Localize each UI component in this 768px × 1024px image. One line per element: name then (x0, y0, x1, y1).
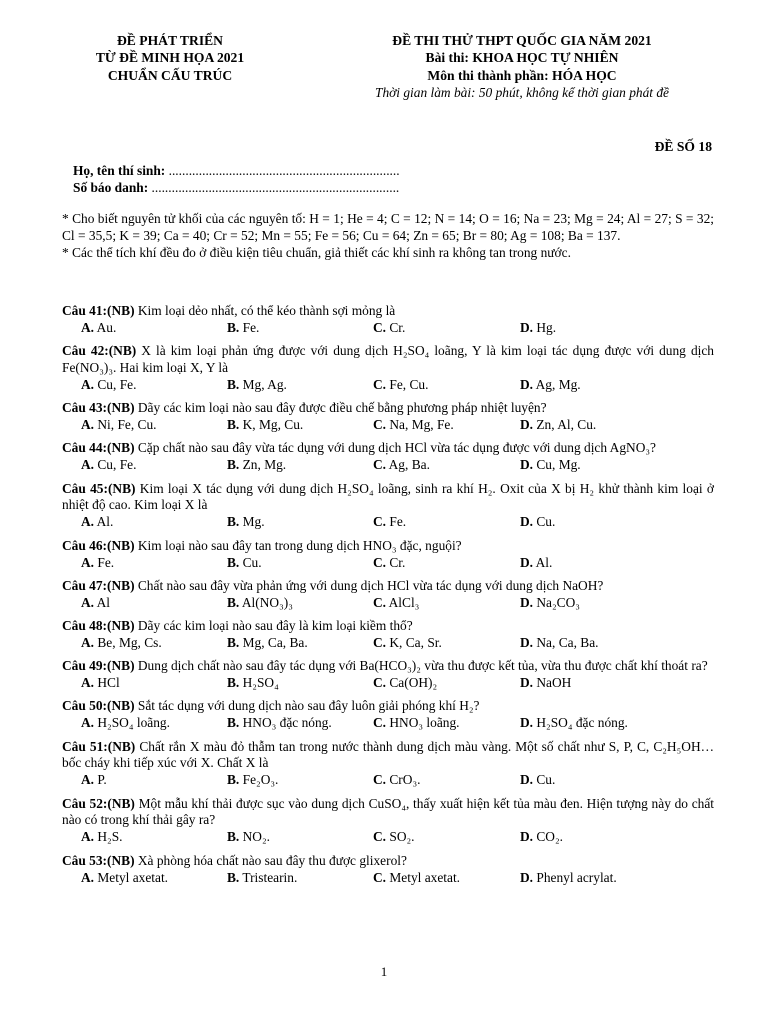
question-text (62, 481, 714, 515)
student-name-dots: ..................................................................... (165, 163, 400, 178)
question-text (62, 739, 714, 773)
option-text: Cu, Fe. (94, 457, 137, 473)
question (62, 853, 714, 887)
answer-option (81, 514, 227, 531)
option-letter: D. (520, 772, 534, 788)
option-letter: D. (520, 675, 534, 691)
question-stem: Kim loại dẻo nhất, có thể kéo thành sợi mỏng là (134, 303, 396, 318)
option-letter: B. (227, 417, 240, 433)
answer-option (227, 635, 373, 652)
question-stem: Cặp chất nào sau đây vừa tác dụng với dung dịch HCl vừa tác dụng được với dung dịch AgNO₃? (134, 440, 656, 456)
option-text: H₂SO₄ đặc nóng. (533, 715, 628, 731)
option-letter: B. (227, 772, 240, 788)
option-text: Cu. (239, 554, 262, 570)
option-letter: B. (227, 715, 240, 731)
question-number: Câu 44:(NB) (62, 440, 135, 456)
answer-option (81, 870, 227, 887)
option-letter: D. (520, 554, 534, 570)
option-letter: D. (520, 376, 534, 392)
header-left-line: CHUẨN CẤU TRÚC (107, 67, 233, 83)
question-stem: Xà phòng hóa chất nào sau đây thu được glixerol? (134, 852, 407, 868)
student-id-row (73, 179, 400, 196)
answer-option (520, 870, 670, 887)
option-text: Ca(OH)₂ (386, 675, 438, 691)
header-left-line: TỪ ĐỀ MINH HỌA 2021 (95, 50, 245, 66)
option-letter: B. (227, 634, 240, 650)
answer-option (373, 595, 520, 612)
answer-option (227, 377, 373, 394)
question (62, 303, 714, 337)
answer-options (62, 555, 714, 572)
student-info (73, 162, 400, 196)
option-letter: B. (227, 675, 240, 691)
answer-option (227, 555, 373, 572)
option-letter: A. (81, 772, 95, 788)
option-letter: A. (81, 829, 95, 845)
option-letter: A. (81, 634, 95, 650)
answer-options (62, 772, 714, 789)
option-text: Tristearin. (239, 869, 298, 885)
answer-option (227, 417, 373, 434)
option-letter: D. (520, 634, 534, 650)
option-text: CO₂. (533, 829, 563, 845)
option-text: K, Ca, Sr. (386, 634, 442, 650)
answer-option (373, 870, 520, 887)
question-text (62, 618, 714, 635)
exam-component: Môn thi thành phần: HÓA HỌC (427, 67, 617, 83)
option-text: HCl (94, 675, 120, 691)
answer-option (227, 595, 373, 612)
option-letter: A. (81, 715, 95, 731)
option-text: SO₂. (386, 829, 415, 845)
option-text: Cr. (386, 554, 406, 570)
option-text: Hg. (533, 319, 557, 335)
answer-option (373, 675, 520, 692)
option-letter: A. (81, 457, 95, 473)
option-letter: A. (81, 514, 95, 530)
question-number: Câu 48:(NB) (62, 617, 135, 633)
answer-option (227, 514, 373, 531)
option-letter: C. (373, 715, 387, 731)
question-stem: Dãy các kim loại nào sau đây được điều chế bằng phương pháp nhiệt luyện? (134, 400, 547, 416)
option-text: Ag, Mg. (533, 376, 581, 392)
question-number: Câu 43:(NB) (62, 400, 135, 416)
answer-option (373, 417, 520, 434)
exam-subject: Bài thi: KHOA HỌC TỰ NHIÊN (425, 50, 619, 66)
answer-option (520, 320, 670, 337)
answer-option (81, 772, 227, 789)
option-letter: C. (373, 554, 387, 570)
answer-option (373, 635, 520, 652)
option-text: Metyl axetat. (94, 869, 169, 885)
option-text: NO₂. (239, 829, 270, 845)
exam-notes (62, 211, 714, 262)
question-text (62, 538, 714, 555)
option-letter: C. (373, 417, 387, 433)
note-gas-conditions: * Các thể tích khí đều đo ở điều kiện tiêu chuẩn, giả thiết các khí sinh ra không tan trong nước. (62, 244, 571, 260)
question (62, 739, 714, 790)
answer-option (227, 870, 373, 887)
answer-option (373, 377, 520, 394)
answer-option (520, 514, 670, 531)
question-stem: Chất nào sau đây vừa phản ứng với dung dịch HCl vừa tác dụng với dung dịch NaOH? (134, 577, 604, 593)
answer-option (81, 595, 227, 612)
answer-options (62, 870, 714, 887)
option-text: Na, Ca, Ba. (533, 634, 599, 650)
question-text (62, 853, 714, 870)
answer-option (520, 675, 670, 692)
option-text: Zn, Mg. (239, 457, 287, 473)
option-text: Al (94, 594, 111, 610)
option-text: K, Mg, Cu. (239, 417, 304, 433)
option-letter: C. (373, 457, 387, 473)
exam-time: Thời gian làm bài: 50 phút, không kể thời gian phát đề (375, 85, 669, 101)
question-text (62, 658, 714, 675)
question (62, 538, 714, 572)
question-text (62, 303, 714, 320)
option-letter: C. (373, 594, 387, 610)
question-list (62, 303, 714, 893)
question (62, 698, 714, 732)
question (62, 400, 714, 434)
question (62, 481, 714, 532)
answer-option (81, 715, 227, 732)
option-letter: D. (520, 319, 534, 335)
question (62, 618, 714, 652)
option-letter: C. (373, 675, 387, 691)
question-number: Câu 46:(NB) (62, 537, 135, 553)
option-text: Be, Mg, Cs. (94, 634, 162, 650)
question-number: Câu 49:(NB) (62, 658, 135, 674)
answer-option (227, 457, 373, 474)
question-number: Câu 51:(NB) (62, 738, 136, 754)
answer-option (373, 772, 520, 789)
question-number: Câu 47:(NB) (62, 577, 135, 593)
answer-options (62, 829, 714, 846)
question-text (62, 578, 714, 595)
answer-option (520, 377, 670, 394)
question-text (62, 698, 714, 715)
answer-options (62, 377, 714, 394)
answer-option (373, 320, 520, 337)
question-text (62, 343, 714, 377)
answer-option (227, 320, 373, 337)
answer-option (81, 457, 227, 474)
option-text: H₂S. (94, 829, 123, 845)
student-name-row (73, 162, 400, 179)
answer-options (62, 457, 714, 474)
option-text: H₂SO₄ (239, 675, 279, 691)
answer-option (227, 772, 373, 789)
answer-option (81, 417, 227, 434)
option-text: Al. (533, 554, 553, 570)
option-letter: B. (227, 457, 240, 473)
answer-option (373, 715, 520, 732)
answer-option (81, 829, 227, 846)
answer-options (62, 715, 714, 732)
option-letter: B. (227, 594, 240, 610)
option-letter: C. (373, 514, 387, 530)
option-letter: A. (81, 417, 95, 433)
answer-option (520, 457, 670, 474)
option-letter: A. (81, 319, 95, 335)
answer-options (62, 595, 714, 612)
header-right (322, 32, 722, 101)
answer-option (373, 514, 520, 531)
option-text: Mg, Ca, Ba. (239, 634, 308, 650)
option-text: Phenyl acrylat. (533, 869, 617, 885)
option-letter: C. (373, 772, 387, 788)
option-letter: D. (520, 829, 534, 845)
option-letter: D. (520, 594, 534, 610)
question (62, 658, 714, 692)
question-number: Câu 53:(NB) (62, 852, 135, 868)
question-number: Câu 45:(NB) (62, 480, 136, 496)
answer-option (81, 675, 227, 692)
option-letter: C. (373, 869, 387, 885)
exam-title: ĐỀ THI THỬ THPT QUỐC GIA NĂM 2021 (392, 33, 652, 48)
answer-option (227, 829, 373, 846)
answer-option (81, 635, 227, 652)
answer-option (520, 772, 670, 789)
header-left (60, 32, 280, 84)
option-text: Cr. (386, 319, 406, 335)
header-left-line: ĐỀ PHÁT TRIỂN (116, 33, 223, 48)
option-text: Metyl axetat. (386, 869, 461, 885)
option-letter: B. (227, 514, 240, 530)
exam-number: ĐỀ SỐ 18 (654, 139, 712, 154)
option-text: Cu. (533, 772, 556, 788)
question-number: Câu 50:(NB) (62, 698, 135, 714)
question-text (62, 400, 714, 417)
student-id-label: Số báo danh: (73, 180, 149, 196)
option-text: Na₂CO₃ (533, 594, 580, 610)
option-text: Na, Mg, Fe. (386, 417, 454, 433)
option-letter: B. (227, 829, 240, 845)
question-stem: Chất rắn X màu đỏ thẫm tan trong nước thành dung dịch màu vàng. Một số chất như S, P, C, C₂H₅OH… bốc cháy khi tiếp xúc với X. Chất X là (62, 738, 715, 771)
option-text: NaOH (533, 675, 572, 691)
option-text: Zn, Al, Cu. (533, 417, 597, 433)
answer-option (520, 555, 670, 572)
answer-options (62, 635, 714, 652)
question-stem: Kim loại X tác dụng với dung dịch H₂SO₄ loãng, sinh ra khí H₂. Oxit của X bị H₂ khử thành kim loại ở nhiệt độ cao. Kim loại X là (62, 480, 715, 513)
option-letter: D. (520, 715, 534, 731)
option-letter: C. (373, 829, 387, 845)
option-text: Fe. (386, 514, 407, 530)
option-letter: D. (520, 869, 534, 885)
option-letter: A. (81, 376, 95, 392)
answer-option (227, 715, 373, 732)
answer-option (81, 555, 227, 572)
question-stem: Một mẫu khí thải được sục vào dung dịch CuSO₄, thấy xuất hiện kết tủa màu đen. Hiện tượng này do chất nào có trong khí thải gây ra? (62, 795, 714, 828)
option-text: Au. (94, 319, 117, 335)
option-letter: D. (520, 417, 534, 433)
option-letter: B. (227, 376, 240, 392)
question-stem: X là kim loại phản ứng được với dung dịch H₂SO₄ loãng, Y là kim loại tác dụng được với dung dịch Fe(NO₃)₃. Hai kim loại X, Y là (62, 343, 714, 376)
question (62, 343, 714, 394)
question-number: Câu 52:(NB) (62, 795, 135, 811)
option-letter: A. (81, 869, 95, 885)
answer-options (62, 675, 714, 692)
option-text: Al. (94, 514, 114, 530)
answer-option (227, 675, 373, 692)
option-text: Fe, Cu. (386, 376, 429, 392)
question-stem: Sắt tác dụng với dung dịch nào sau đây luôn giải phóng khí H₂? (134, 698, 480, 714)
answer-option (373, 829, 520, 846)
question (62, 578, 714, 612)
option-text: Cu, Mg. (533, 457, 581, 473)
student-id-dots: .......................................................................... (148, 180, 400, 196)
question-stem: Dung dịch chất nào sau đây tác dụng với Ba(HCO₃)₂ vừa thu được kết tủa, vừa thu được chất khí thoát ra? (134, 658, 708, 674)
option-letter: B. (227, 319, 240, 335)
option-letter: D. (520, 514, 534, 530)
option-letter: A. (81, 554, 95, 570)
answer-option (520, 595, 670, 612)
option-text: Mg. (239, 514, 265, 530)
option-letter: C. (373, 319, 387, 335)
option-text: Cu, Fe. (94, 376, 137, 392)
student-name-label: Họ, tên thí sinh: (73, 163, 166, 178)
option-text: P. (94, 772, 107, 788)
option-text: Mg, Ag. (239, 376, 287, 392)
answer-option (520, 417, 670, 434)
option-letter: D. (520, 457, 534, 473)
question-text (62, 440, 714, 457)
answer-option (520, 715, 670, 732)
option-letter: A. (81, 675, 95, 691)
answer-options (62, 514, 714, 531)
answer-option (520, 829, 670, 846)
option-text: Cu. (533, 514, 556, 530)
option-letter: B. (227, 869, 240, 885)
question (62, 440, 714, 474)
answer-options (62, 320, 714, 337)
question-number: Câu 42:(NB) (62, 343, 137, 359)
option-text: AlCl₃ (386, 594, 420, 610)
answer-option (520, 635, 670, 652)
answer-option (373, 555, 520, 572)
note-atomic-masses: * Cho biết nguyên tử khối của các nguyên tố: H = 1; He = 4; C = 12; N = 14; O = 16; Na = 23; Mg = 24; Al = 27; S = 32; Cl = 35,5; K = 39; Ca = 40; Cr = 52; Mn = 55; Fe = 56; Cu = 64; Zn = 65; Br = 80; Ag = 108; Ba = 137. (62, 211, 714, 243)
option-text: H₂SO₄ loãng. (94, 715, 170, 731)
option-text: CrO₃. (386, 772, 421, 788)
answer-options (62, 417, 714, 434)
option-letter: C. (373, 376, 387, 392)
option-text: Al(NO₃)₃ (239, 594, 293, 610)
question-number: Câu 41:(NB) (62, 303, 135, 318)
option-letter: C. (373, 634, 387, 650)
option-text: Fe. (239, 319, 260, 335)
option-text: HNO₃ đặc nóng. (239, 715, 332, 731)
option-text: Ni, Fe, Cu. (94, 417, 157, 433)
option-letter: A. (81, 594, 95, 610)
question-stem: Kim loại nào sau đây tan trong dung dịch HNO₃ đặc, nguội? (134, 537, 462, 553)
question-stem: Dãy các kim loại nào sau đây là kim loại kiềm thổ? (134, 617, 413, 633)
option-text: Ag, Ba. (386, 457, 430, 473)
question-text (62, 796, 714, 830)
page-number: 1 (380, 964, 388, 979)
answer-option (81, 320, 227, 337)
option-text: Fe₂O₃. (239, 772, 279, 788)
option-text: Fe. (94, 554, 115, 570)
answer-option (373, 457, 520, 474)
answer-option (81, 377, 227, 394)
question (62, 796, 714, 847)
option-letter: B. (227, 554, 240, 570)
option-text: HNO₃ loãng. (386, 715, 460, 731)
